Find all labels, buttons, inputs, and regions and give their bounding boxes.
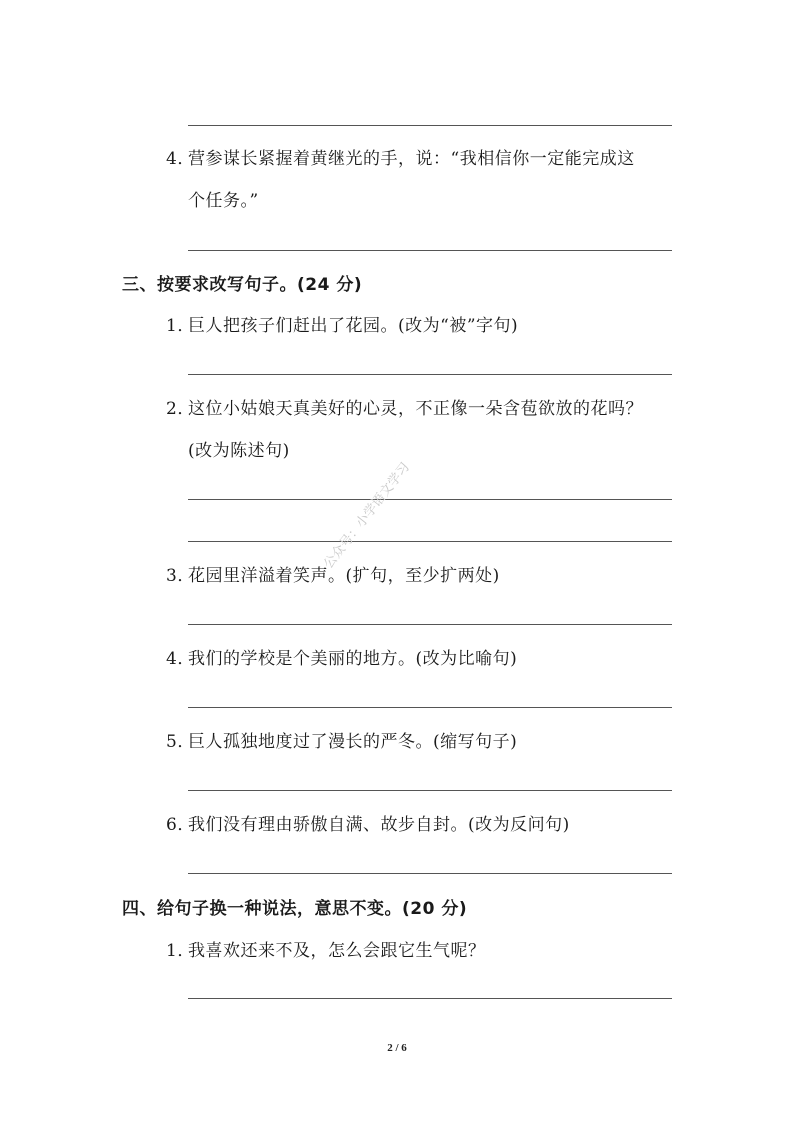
question-item-2 <box>166 398 643 420</box>
answer-line[interactable] <box>188 499 672 500</box>
question-text: 花园里洋溢着笑声。(扩句，至少扩两处) <box>188 566 500 586</box>
answer-line[interactable] <box>188 125 672 126</box>
question-number: 6． <box>166 815 195 835</box>
question-item-4 <box>166 648 517 670</box>
watermark-text: 公众号：小学语文学习 <box>321 460 414 572</box>
question-item-1 <box>166 940 486 962</box>
question-number: 4． <box>166 149 195 169</box>
question-text-line1: 营参谋长紧握着黄继光的手，说：“我相信你一定能完成这 <box>188 149 635 169</box>
section-heading-3: 三、按要求改写句子。(24 分) <box>122 275 363 295</box>
answer-line[interactable] <box>188 707 672 708</box>
answer-line[interactable] <box>188 250 672 251</box>
answer-line[interactable] <box>188 790 672 791</box>
question-text: 我喜欢还来不及，怎么会跟它生气呢？ <box>188 941 486 961</box>
question-item-4 <box>166 148 635 170</box>
answer-line[interactable] <box>188 873 672 874</box>
answer-line[interactable] <box>188 541 672 542</box>
question-text: 巨人孤独地度过了漫长的严冬。(缩写句子) <box>188 732 518 752</box>
question-number: 2． <box>166 399 195 419</box>
answer-line[interactable] <box>188 998 672 999</box>
question-text: 我们的学校是个美丽的地方。(改为比喻句) <box>188 649 518 669</box>
answer-line[interactable] <box>188 624 672 625</box>
question-text: 我们没有理由骄傲自满、故步自封。(改为反问句) <box>188 815 570 835</box>
question-number: 5． <box>166 732 195 752</box>
page-number: 2 / 6 <box>387 1042 407 1054</box>
question-number: 1． <box>166 316 195 336</box>
question-text-line2: 个任务。” <box>188 191 259 211</box>
section-heading-4: 四、给句子换一种说法，意思不变。(20 分) <box>122 899 468 919</box>
question-text: 这位小姑娘天真美好的心灵，不正像一朵含苞欲放的花吗？ <box>188 399 643 419</box>
question-item-1 <box>166 315 518 337</box>
answer-line[interactable] <box>188 374 672 375</box>
question-number: 4． <box>166 649 195 669</box>
question-instruction: (改为陈述句) <box>188 441 290 461</box>
question-text: 巨人把孩子们赶出了花园。(改为“被”字句) <box>188 316 519 336</box>
question-item-5 <box>166 731 517 753</box>
question-item-6 <box>166 814 570 836</box>
question-number: 3． <box>166 566 195 586</box>
question-number: 1． <box>166 941 195 961</box>
